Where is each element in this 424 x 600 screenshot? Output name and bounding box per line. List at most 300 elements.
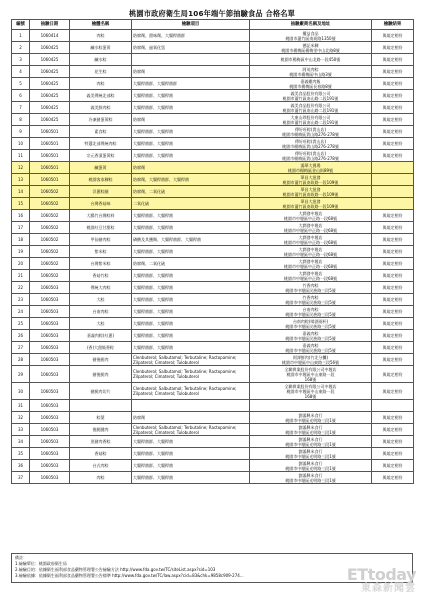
row-result: 與規定相符: [372, 138, 414, 150]
row-name: 桃園客家粿粽: [70, 174, 132, 186]
row-item: 防腐劑、大腸桿菌群、大腸桿菌: [132, 174, 250, 186]
row-vendor: [250, 162, 372, 174]
vendor-line: 桃園市蘆竹區南崁路一段109號: [282, 203, 339, 209]
table-row: [12, 366, 414, 383]
vendor-line: 桃園市中壢區中山東路一段: [286, 371, 335, 377]
row-name: 豬後腿肉: [70, 366, 132, 383]
table-row: [12, 246, 414, 258]
row-name: 特選北部傳統肉粽: [70, 138, 132, 150]
row-vendor: [250, 78, 372, 90]
row-vendor: [250, 150, 372, 162]
vendor-line: 桃園市中壢區光明路三段1號: [285, 441, 336, 447]
row-item: 磷酸及其鹽類、大腸桿菌群、大腸桿菌: [132, 234, 250, 246]
vendor-line: 桃園市中壢區光明路三段1號: [285, 429, 336, 435]
vendor-line: 桃園市楊梅區貴山路276-278號: [282, 131, 339, 137]
row-item: 大腸桿菌群、大腸桿菌: [132, 460, 250, 472]
row-vendor: [250, 114, 372, 126]
row-name: 肉粽: [70, 30, 132, 42]
row-item: Clenbuterol; Salbutamol; Terbutaline; Ractopamine; Zilpaterol; Cimaterol; Tulobuterol: [132, 383, 250, 400]
vendor-line: 桃園市中壢區中正路一段68號: [283, 251, 338, 257]
row-vendor: [250, 246, 372, 258]
row-no: 20: [12, 258, 30, 270]
vendor-line: 劉鴻興米食行: [298, 472, 323, 478]
vendor-line: 桃園市中壢區光明路三段1號: [285, 465, 336, 471]
vendor-line: 劉鴻興米食行: [298, 460, 323, 466]
header-no: 編號: [12, 20, 30, 30]
row-name: [70, 400, 132, 412]
vendor-line: 華昌大批發: [300, 186, 321, 192]
row-no: 6: [12, 90, 30, 102]
row-date: 1060503: [30, 342, 70, 354]
vendor-line: 大潤發中壢店: [298, 210, 323, 216]
row-vendor: [250, 42, 372, 54]
row-no: 23: [12, 294, 30, 306]
header-date: 抽驗日期: [30, 20, 70, 30]
vendor-line: 全聯實業股份有限公司中壢店: [284, 366, 337, 372]
row-date: 1060502: [30, 270, 70, 282]
row-date: 1060502: [30, 234, 70, 246]
row-result: 與規定相符: [372, 258, 414, 270]
row-item: 大腸桿菌群、大腸桿菌: [132, 138, 250, 150]
row-no: 36: [12, 460, 30, 472]
row-date: 1060501: [30, 126, 70, 138]
row-result: 與規定相符: [372, 366, 414, 383]
table-row: [12, 383, 414, 400]
row-name: 花生粽: [70, 66, 132, 78]
row-date: 1060502: [30, 210, 70, 222]
row-no: 5: [12, 78, 30, 90]
row-name: 鹹水粽蛋黃: [70, 42, 132, 54]
row-name: 桃園紅豆甘甜粽: [70, 222, 132, 234]
note-line: 3.檢驗依據：依據衛生福利部食品藥物管理署公告標準 http://www.fda.gov.tw/TC/law.aspx?cid=83&chk=9858c909-274...: [15, 573, 244, 578]
vendor-line: 全聯實業股份有限公司中壢店: [284, 383, 337, 389]
row-date: 1060501: [30, 162, 70, 174]
row-date: 1060503: [30, 282, 70, 294]
row-name: 粽葉: [70, 412, 132, 424]
vendor-line: 桃園市中壢區民族路三段5號: [285, 299, 336, 305]
table-row: [12, 318, 414, 330]
table-row: [12, 114, 414, 126]
row-vendor: [250, 174, 372, 186]
row-name: 肉粽: [70, 78, 132, 90]
row-item: [132, 54, 250, 66]
table-row: [12, 342, 414, 354]
vendor-line: 嘉義肉粽: [302, 342, 319, 348]
row-result: 與規定相符: [372, 472, 414, 484]
row-no: 25: [12, 318, 30, 330]
row-name: (香)大甜飯香粽: [70, 342, 132, 354]
table-row: [12, 294, 414, 306]
row-no: 21: [12, 270, 30, 282]
table-row: [12, 306, 414, 318]
row-date: 1060503: [30, 354, 70, 366]
row-vendor: [250, 210, 372, 222]
vendor-line: 桃園市蘆竹區南山路二段191號: [282, 95, 339, 101]
table-row: [12, 472, 414, 484]
row-date: 1060501: [30, 150, 70, 162]
row-result: 與規定相符: [372, 54, 414, 66]
row-result: 與規定相符: [372, 30, 414, 42]
row-no: 14: [12, 186, 30, 198]
vendor-line: 劉鴻興米食行: [298, 436, 323, 442]
row-date: 1060503: [30, 412, 70, 424]
vendor-line: 桃園市中壢區光明路三段1號: [285, 417, 336, 423]
row-vendor: [250, 472, 372, 484]
row-result: 與規定相符: [372, 294, 414, 306]
row-result: 與規定相符: [372, 90, 414, 102]
table-row: [12, 150, 414, 162]
table-row: [12, 186, 414, 198]
row-no: 22: [12, 282, 30, 294]
row-no: 27: [12, 342, 30, 354]
results-table: [11, 19, 414, 484]
row-name: 大粽: [70, 318, 132, 330]
row-item: 防腐劑: [132, 114, 250, 126]
row-no: 35: [12, 448, 30, 460]
row-result: [372, 198, 414, 210]
row-result: [372, 162, 414, 174]
vendor-line: 桃園市中壢區中正路一段68號: [283, 215, 338, 221]
vendor-line: 桃園市中壢區民族路三段5號: [285, 347, 336, 353]
row-vendor: [250, 186, 372, 198]
table-row: [12, 282, 414, 294]
table-header-row: [12, 20, 414, 30]
vendor-line: 桃園市中壢區民族路三段5號: [285, 287, 336, 293]
row-vendor: [250, 90, 372, 102]
vendor-line: 大潤發中壢店: [298, 246, 323, 252]
row-date: 1060502: [30, 186, 70, 198]
row-item: 防腐劑、二氧化硫: [132, 186, 250, 198]
row-date: 1060425: [30, 54, 70, 66]
vendor-line: 傳好旺粽(貴山店): [294, 126, 327, 132]
row-name: 鹹蛋黃: [70, 162, 132, 174]
watermark: [347, 567, 416, 594]
table-row: [12, 138, 414, 150]
table-row: [12, 90, 414, 102]
vendor-line: 德記米粿: [302, 42, 319, 48]
row-date: 1060425: [30, 102, 70, 114]
row-result: [372, 400, 414, 412]
row-no: 31: [12, 400, 30, 412]
row-name: 台灣紫米粽: [70, 258, 132, 270]
row-result: 與規定相符: [372, 342, 414, 354]
vendor-line: 大潤發中壢店: [298, 222, 323, 228]
row-item: [132, 400, 250, 412]
row-no: 30: [12, 383, 30, 400]
row-date: 1060502: [30, 246, 70, 258]
row-name: 台灣香菇絲: [70, 198, 132, 210]
vendor-line: 桃園市蘆竹區南山路二段191號: [282, 119, 339, 125]
row-item: 防腐劑、甜味劑、大腸桿菌群: [132, 30, 250, 42]
table-row: [12, 42, 414, 54]
row-no: 7: [12, 102, 30, 114]
row-date: 1060425: [30, 66, 70, 78]
row-date: 1060503: [30, 318, 70, 330]
row-name: 大粽: [70, 294, 132, 306]
row-result: 與規定相符: [372, 234, 414, 246]
row-date: 1060503: [30, 436, 70, 448]
row-name: 洋蔥粽圈: [70, 186, 132, 198]
vendor-line: 桃園市中壢區中山東路一段: [286, 388, 335, 394]
row-date: 1060502: [30, 258, 70, 270]
vendor-line: 大潤發中壢店: [298, 258, 323, 264]
table-row: [12, 78, 414, 90]
row-no: 19: [12, 246, 30, 258]
vendor-line: 桃園市蘆竹區南崁路一段109號: [282, 179, 339, 185]
row-name: 冷凍豬蛋黃粽: [70, 114, 132, 126]
row-vendor: [250, 330, 372, 342]
row-date: 1060502: [30, 222, 70, 234]
note-line: 備註：: [15, 555, 27, 560]
row-vendor: [250, 318, 372, 330]
vendor-line: 桃園市楊梅區金山街89號: [287, 167, 334, 173]
vendor-line: 傳好旺粽(貴山店): [294, 138, 327, 144]
row-date: 1060425: [30, 78, 70, 90]
table-row: [12, 102, 414, 114]
row-date: 1060503: [30, 448, 70, 460]
row-item: 大腸桿菌群、大腸桿菌: [132, 102, 250, 114]
row-name: 台式肉粽: [70, 460, 132, 472]
row-item: 大腸桿菌群、大腸桿菌: [132, 150, 250, 162]
row-date: 1060503: [30, 306, 70, 318]
row-no: 37: [12, 472, 30, 484]
vendor-line: 桃園市中壢區中正路一段68號: [283, 227, 338, 233]
row-item: 大腸桿菌群、大腸桿菌: [132, 294, 250, 306]
vendor-line: 桃園市楊梅區長春路8號: [289, 83, 332, 89]
table-row: [12, 258, 414, 270]
vendor-line: 大東山珍股份有限公司: [290, 114, 331, 120]
row-item: 大腸桿菌群、大腸桿菌: [132, 210, 250, 222]
row-no: 13: [12, 174, 30, 186]
row-result: 與規定相符: [372, 448, 414, 460]
row-date: 1060503: [30, 383, 70, 400]
row-no: 26: [12, 330, 30, 342]
row-name: 宗元香漬蛋黃粽: [70, 150, 132, 162]
vendor-line: 桃園市楊梅區中山路3號: [289, 71, 332, 77]
row-item: Clenbuterol; Salbutamol; Terbutaline; Ractopamine; Zilpaterol; Cimaterol; Tulobuterol: [132, 366, 250, 383]
vendor-line: 桃園市楊梅區貴山路276-278號: [282, 155, 339, 161]
table-row: [12, 210, 414, 222]
table-row: [12, 234, 414, 246]
row-no: 11: [12, 150, 30, 162]
row-date: 1060503: [30, 330, 70, 342]
row-item: 防腐劑、過氧化氫: [132, 42, 250, 54]
row-result: 與規定相符: [372, 78, 414, 90]
row-vendor: [250, 306, 372, 318]
row-result: 與規定相符: [372, 210, 414, 222]
row-name: 傳統大肉粽: [70, 282, 132, 294]
vendor-line: 桃園市楊梅區中山北路一段450號: [280, 57, 341, 62]
row-date: 1060502: [30, 198, 70, 210]
row-no: 1: [12, 30, 30, 42]
table-row: [12, 436, 414, 448]
row-result: 與規定相符: [372, 354, 414, 366]
row-no: 18: [12, 234, 30, 246]
table-row: [12, 126, 414, 138]
row-item: 大腸桿菌群、大腸桿菌: [132, 126, 250, 138]
row-name: 豬腿肉切片: [70, 383, 132, 400]
table-row: [12, 66, 414, 78]
row-date: 1060425: [30, 42, 70, 54]
row-result: 與規定相符: [372, 306, 414, 318]
row-date: 1060425: [30, 114, 70, 126]
vendor-line: 桃園市楊梅區楊梅里中山北路8號: [281, 47, 340, 53]
row-date: 1060503: [30, 400, 70, 412]
vendor-line: 華昌大批發: [300, 198, 321, 204]
row-no: 4: [12, 66, 30, 78]
vendor-line: 168號: [304, 376, 317, 382]
row-vendor: [250, 460, 372, 472]
row-vendor: [250, 270, 372, 282]
row-item: 大腸桿菌群、大腸桿菌群: [132, 78, 250, 90]
vendor-line: 大潤發中壢店: [298, 270, 323, 276]
header-vendor: 抽驗廠商名稱及地址: [250, 20, 372, 30]
row-vendor: [250, 366, 372, 383]
row-result: 與規定相符: [372, 282, 414, 294]
row-result: [372, 174, 414, 186]
row-item: 大腸桿菌群、大腸桿菌: [132, 222, 250, 234]
vendor-line: 桃園市中壢區光明路三段1號: [285, 453, 336, 459]
table-row: [12, 30, 414, 42]
row-result: 與規定相符: [372, 114, 414, 126]
row-name: 豬後腿肉: [70, 354, 132, 366]
row-vendor: [250, 66, 372, 78]
row-vendor: [250, 222, 372, 234]
vendor-line: 桃園市中壢區民族路三段5號: [285, 323, 336, 329]
row-result: [372, 186, 414, 198]
vendor-line: 劉鴻興米食行: [298, 424, 323, 430]
row-name: 義美鮮肉粽: [70, 102, 132, 114]
vendor-line: 義美食品股份有限公司: [290, 90, 331, 96]
vendor-line: 桃園市中壢區光明路三段1號: [285, 477, 336, 483]
row-item: 二氧化硫: [132, 198, 250, 210]
row-date: 1060501: [30, 174, 70, 186]
row-item: 大腸桿菌群、大腸桿菌: [132, 306, 250, 318]
row-name: 嘉義肉粽(紅蔥): [70, 330, 132, 342]
vendor-line: 竹香肉粽: [302, 294, 319, 300]
row-result: 與規定相符: [372, 270, 414, 282]
row-no: 10: [12, 138, 30, 150]
row-no: 17: [12, 222, 30, 234]
row-vendor: [250, 30, 372, 42]
vendor-line: 劉鴻興米食行: [298, 448, 323, 454]
row-vendor: [250, 126, 372, 138]
row-result: 與規定相符: [372, 436, 414, 448]
vendor-line: 桃園市中壢區中正路一段68號: [283, 263, 338, 269]
row-item: 大腸桿菌群、大腸桿菌: [132, 342, 250, 354]
vendor-line: 劉鴻興米食行: [298, 412, 323, 418]
vendor-line: 168號: [304, 393, 317, 399]
table-row: [12, 222, 414, 234]
row-result: 與規定相符: [372, 318, 414, 330]
row-item: 大腸桿菌群、大腸桿菌: [132, 90, 250, 102]
table-row: [12, 412, 414, 424]
row-vendor: [250, 138, 372, 150]
row-date: 1060503: [30, 366, 70, 383]
row-result: 與規定相符: [372, 330, 414, 342]
row-item: 大腸桿菌群、大腸桿菌: [132, 330, 250, 342]
row-name: 紫米粽: [70, 246, 132, 258]
row-vendor: [250, 400, 372, 412]
row-vendor: [250, 412, 372, 424]
row-item: 防腐劑、二氧化硫: [132, 258, 250, 270]
row-result: 與規定相符: [372, 383, 414, 400]
row-result: 與規定相符: [372, 424, 414, 436]
table-row: [12, 162, 414, 174]
vendor-line: 竹香肉粽: [302, 282, 319, 288]
row-vendor: [250, 294, 372, 306]
row-item: 大腸桿菌群、大腸桿菌: [132, 246, 250, 258]
vendor-line: 桃園市中壢區民族路三段5號: [285, 311, 336, 317]
row-item: 大腸桿菌群、大腸桿菌: [132, 472, 250, 484]
row-vendor: [250, 354, 372, 366]
row-item: 大腸桿菌群、大腸桿菌: [132, 282, 250, 294]
row-no: 2: [12, 42, 30, 54]
row-vendor: [250, 198, 372, 210]
vendor-line: 桃園市中壢區中正路一段68號: [283, 239, 338, 245]
vendor-line: 阿澤鮮肉(竹北分攤): [292, 354, 329, 360]
row-no: 8: [12, 114, 30, 126]
table-row: [12, 198, 414, 210]
row-no: 28: [12, 354, 30, 366]
row-result: 與規定相符: [372, 150, 414, 162]
row-name: 後腿腱肉: [70, 424, 132, 436]
row-result: 與規定相符: [372, 102, 414, 114]
vendor-line: 阿英肉粽: [302, 66, 319, 72]
vendor-line: 嘉義雞肉飯: [300, 78, 321, 84]
row-name: 義美傳統北部粽: [70, 90, 132, 102]
row-item: 大腸桿菌群、大腸桿菌: [132, 436, 250, 448]
watermark-brand: ETtoday: [346, 565, 416, 584]
row-name: 肉粽: [70, 472, 132, 484]
row-result: 與規定相符: [372, 66, 414, 78]
vendor-line: 傳好旺粽(貴山店): [294, 150, 327, 156]
header-item: 檢驗項目: [132, 20, 250, 30]
row-vendor: [250, 282, 372, 294]
row-name: 鹹水粽: [70, 54, 132, 66]
vendor-line: 桃園市中壢區中山東路三段56號: [281, 359, 340, 365]
row-vendor: [250, 436, 372, 448]
row-result: 與規定相符: [372, 126, 414, 138]
row-item: 防腐劑: [132, 66, 250, 78]
row-no: 32: [12, 412, 30, 424]
row-no: 16: [12, 210, 30, 222]
vendor-line: 台南肉粽(喝酒兩杯): [292, 318, 329, 324]
vendor-line: 大潤發中壢店: [298, 234, 323, 240]
row-item: 大腸桿菌群、大腸桿菌: [132, 318, 250, 330]
table-row: [12, 54, 414, 66]
table-row: [12, 460, 414, 472]
row-date: 1060414: [30, 30, 70, 42]
table-row: [12, 400, 414, 412]
row-item: 大腸桿菌群、大腸桿菌: [132, 270, 250, 282]
row-date: 1060503: [30, 294, 70, 306]
row-result: 與規定相符: [372, 412, 414, 424]
page-title: 桃園市政府衛生局106年端午節抽驗食品 合格名單: [128, 9, 296, 18]
row-vendor: [250, 342, 372, 354]
vendor-line: 桃園市蘆竹區南崁路1350號: [285, 35, 336, 41]
row-result: 與規定相符: [372, 460, 414, 472]
row-name: 甲仙豬肉粽: [70, 234, 132, 246]
vendor-line: 權益食品: [302, 30, 319, 36]
vendor-line: 義美食品股份有限公司: [290, 102, 331, 108]
row-item: 大腸桿菌群、大腸桿菌: [132, 448, 250, 460]
vendor-line: 桃園市蘆竹區南崁路一段109號: [282, 191, 339, 197]
row-item: Clenbuterol; Salbutamol; Terbutaline; Ractopamine; Zilpaterol; Cimaterol; Tulobuterol: [132, 424, 250, 436]
row-no: 34: [12, 436, 30, 448]
row-no: 33: [12, 424, 30, 436]
row-item: 防腐劑: [132, 412, 250, 424]
